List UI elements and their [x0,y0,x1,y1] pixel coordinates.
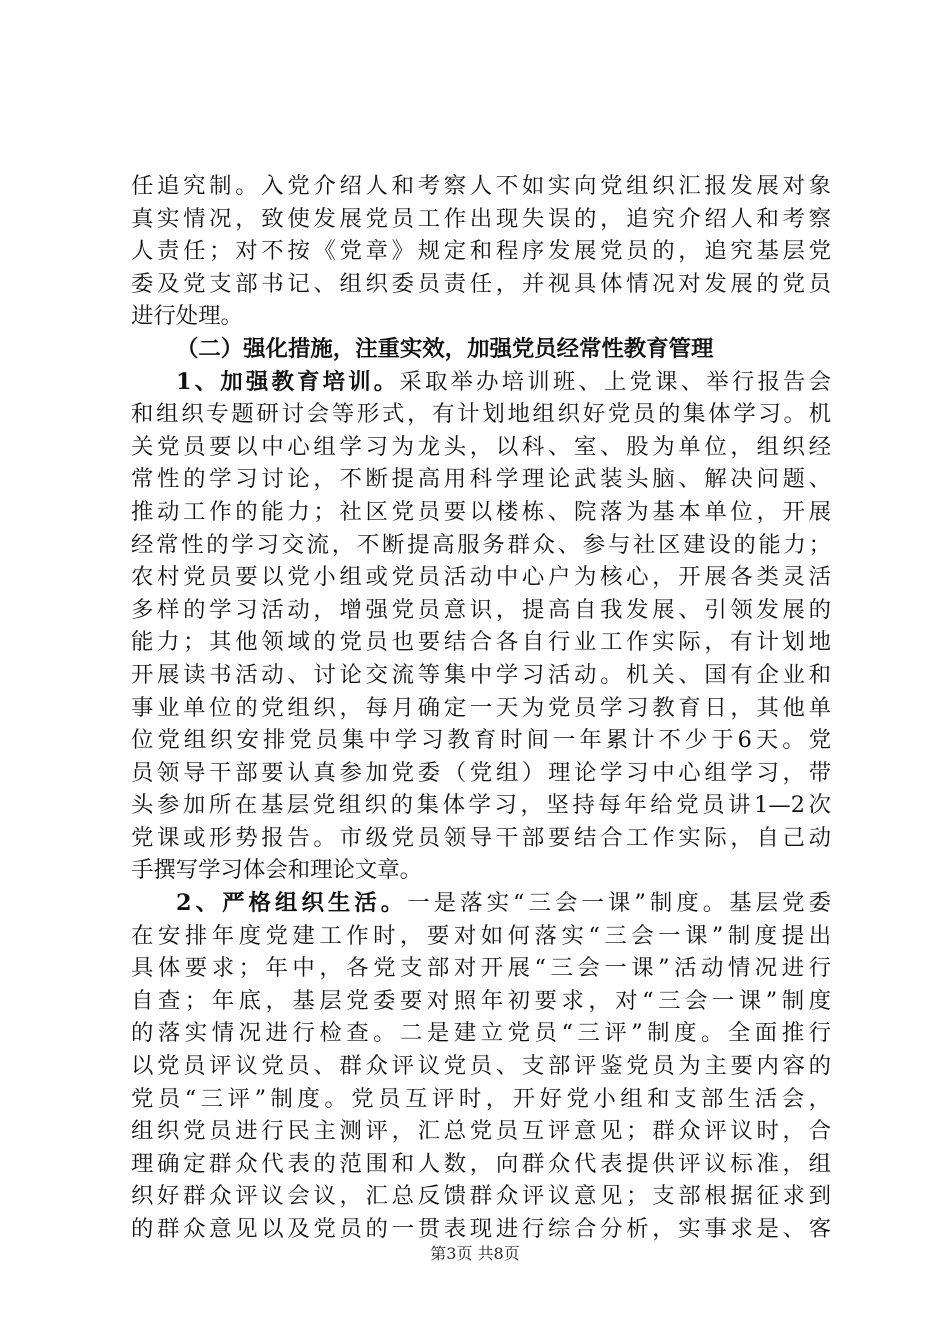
paragraph-lead: 2、严格组织生活。 [176,890,408,917]
paragraph-line: 具体要求；年中，各党支部对开展“三会一课”活动情况进行 [131,955,831,982]
paragraph-line: 以党员评议党员、群众评议党员、支部评鉴党员为主要内容的 [131,1053,831,1080]
paragraph-line: 党课或形势报告。市级党员领导干部要结合工作实际，自己动 [131,824,831,851]
paragraph-line: 常性的学习讨论，不断提高用科学理论武装头脑、解决问题、 [131,466,831,493]
paragraph-line: 理确定群众代表的范围和人数，向群众代表提供评议标准，组 [131,1150,831,1177]
paragraph-first-line [131,366,831,399]
paragraph-line: 关党员要以中心组学习为龙头，以科、室、股为单位，组织经 [131,433,831,460]
paragraph-line: 任追究制。入党介绍人和考察人不如实向党组织汇报发展对象 [131,173,831,199]
paragraph-2 [131,366,831,888]
paragraph-1 [131,170,831,333]
paragraph-line: 事业单位的党组织，每月确定一天为党员学习教育日，其他单 [131,694,831,721]
paragraph-line: 党员“三评”制度。党员互评时，开好党小组和支部生活会， [131,1085,831,1112]
paragraph-line: 组织党员进行民主测评，汇总党员互评意见；群众评议时，合 [131,1118,831,1145]
paragraph-line-rest: 一是落实“三会一课”制度。基层党委 [407,890,831,917]
page-number: 第3页 共8页 [430,1244,520,1263]
paragraph-line: 经常性的学习交流，不断提高服务群众、参与社区建设的能力； [131,531,831,558]
paragraph-line: 的群众意见以及党员的一贯表现进行综合分析，实事求是、客 [131,1216,831,1242]
paragraph-line: 自查；年底，基层党委要对照年初要求，对“三会一课”制度 [131,987,831,1014]
paragraph-line: 手撰写学习体会和理论文章。 [131,857,423,884]
paragraph-lead: 1、加强教育培训。 [176,368,400,395]
paragraph-3 [131,887,831,1246]
paragraph-line: 进行处理。 [131,303,243,330]
paragraph-line: 农村党员要以党小组或党员活动中心户为核心，开展各类灵活 [131,564,831,591]
paragraph-line: 委及党支部书记、组织委员责任，并视具体情况对发展的党员 [131,270,831,297]
paragraph-first-line [131,887,831,920]
paragraph-line: 头参加所在基层党组织的集体学习，坚持每年给党员讲1—2次 [131,792,831,819]
document-body [131,170,831,1246]
paragraph-line-rest: 采取举办培训班、上党课、举行报告会 [399,368,831,395]
paragraph-line: 和组织专题研讨会等形式，有计划地组织好党员的集体学习。机 [131,401,831,428]
paragraph-line: 位党组织安排党员集中学习教育时间一年累计不少于6天。党 [131,727,831,754]
paragraph-line: 能力；其他领域的党员也要结合各自行业工作实际，有计划地 [131,629,831,656]
paragraph-line: 开展读书活动、讨论交流等集中学习活动。机关、国有企业和 [131,661,831,688]
paragraph-line: 多样的学习活动，增强党员意识，提高自我发展、引领发展的 [131,596,831,623]
page-footer [0,1244,950,1264]
paragraph-line: 的落实情况进行检查。二是建立党员“三评”制度。全面推行 [131,1020,831,1047]
paragraph-line: 人责任；对不按《党章》规定和程序发展党员的，追究基层党 [131,238,831,265]
paragraph-line: 推动工作的能力；社区党员要以楼栋、院落为基本单位，开展 [131,498,831,525]
paragraph-line: 织好群众评议会议，汇总反馈群众评议意见；支部根据征求到 [131,1183,831,1210]
paragraph-line: 在安排年度党建工作时，要对如何落实“三会一课”制度提出 [131,922,831,949]
section-heading: （二）强化措施，注重实效，加强党员经常性教育管理 [176,335,714,362]
paragraph-line: 员领导干部要认真参加党委（党组）理论学习中心组学习，带 [131,759,831,786]
paragraph-line: 真实情况，致使发展党员工作出现失误的，追究介绍人和考察 [131,205,831,232]
